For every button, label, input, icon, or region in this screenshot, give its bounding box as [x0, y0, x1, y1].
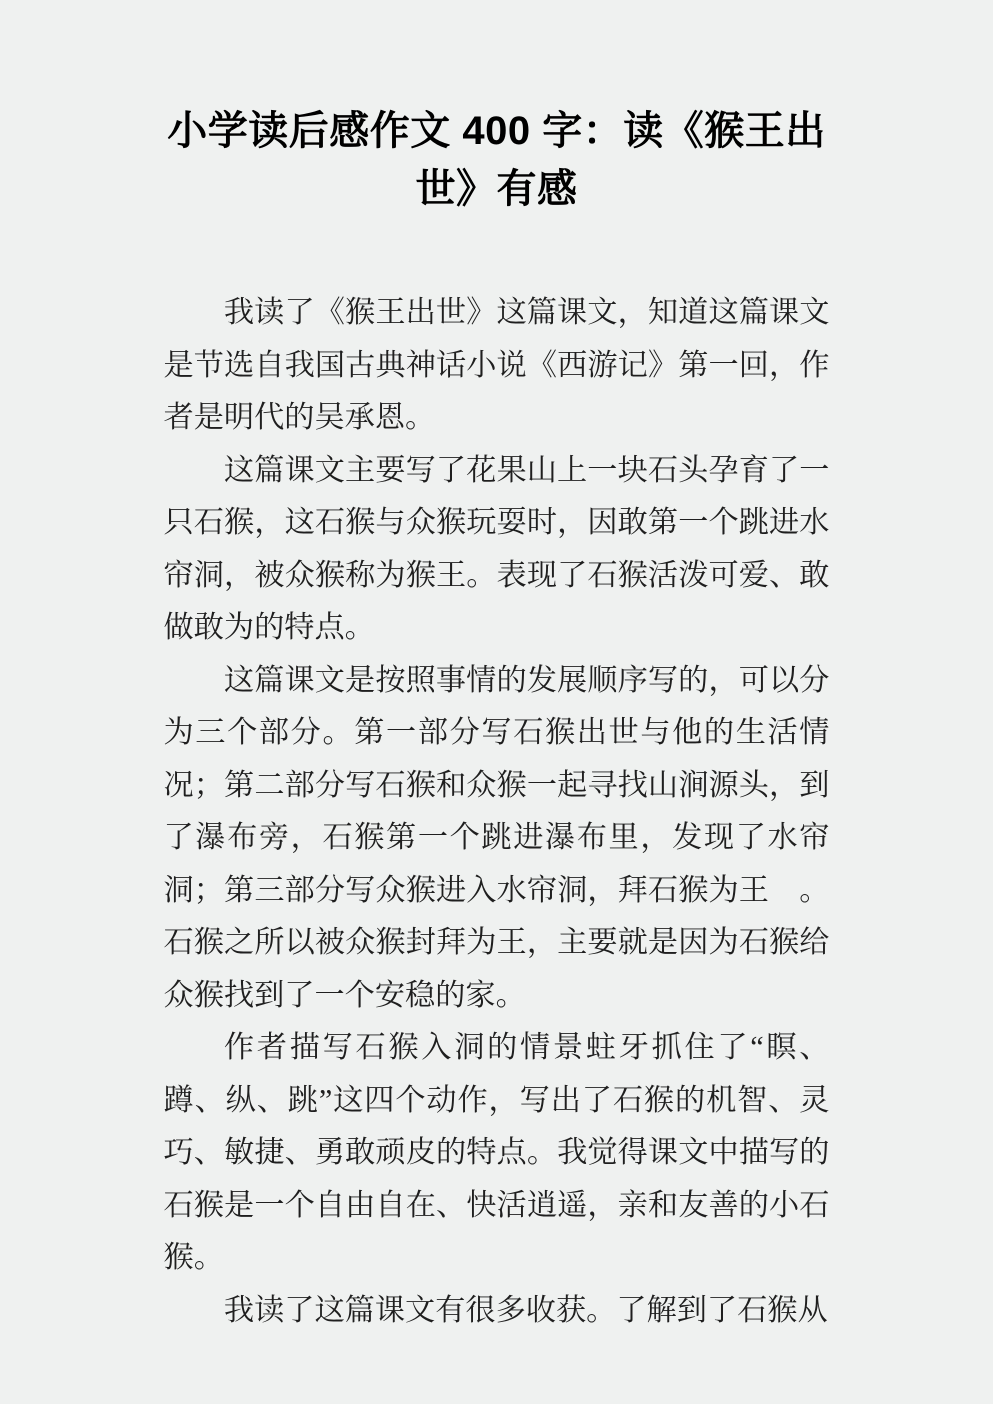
document-body	[164, 286, 830, 1336]
document-title: 小学读后感作文 400 字：读《猴王出世》有感	[167, 109, 826, 211]
paragraph: 我读了《猴王出世》这篇课文，知道这篇课文是节选自我国古典神话小说《西游记》第一回，作者是明代的吴承恩。	[163, 295, 830, 434]
paragraph: 这篇课文是按照事情的发展顺序写的，可以分为三个部分。第一部分写石猴出世与他的生活情况；第二部分写石猴和众猴一起寻找山涧源头，到了瀑布旁，石猴第一个跳进瀑布里，发现了水帘洞；第三部分写众猴进入水帘洞，拜石猴为王 。石猴之所以被众猴封拜为王，主要就是因为石猴给众猴找到了一个安稳的家。	[163, 662, 830, 1012]
paragraph: 我读了这篇课文有很多收获。了解到了石猴从	[223, 1292, 828, 1327]
paragraph: 作者描写石猴入洞的情景蛀牙抓住了“瞑、蹲、纵、跳”这四个动作，写出了石猴的机智、灵巧、敏捷、勇敢顽皮的特点。我觉得课文中描写的石猴是一个自由自在、快活逍遥，亲和友善的小石猴。	[163, 1030, 830, 1274]
paragraph: 这篇课文主要写了花果山上一块石头孕育了一只石猴，这石猴与众猴玩耍时，因敢第一个跳进水帘洞，被众猴称为猴王。表现了石猴活泼可爱、敢做敢为的特点。	[163, 452, 830, 644]
